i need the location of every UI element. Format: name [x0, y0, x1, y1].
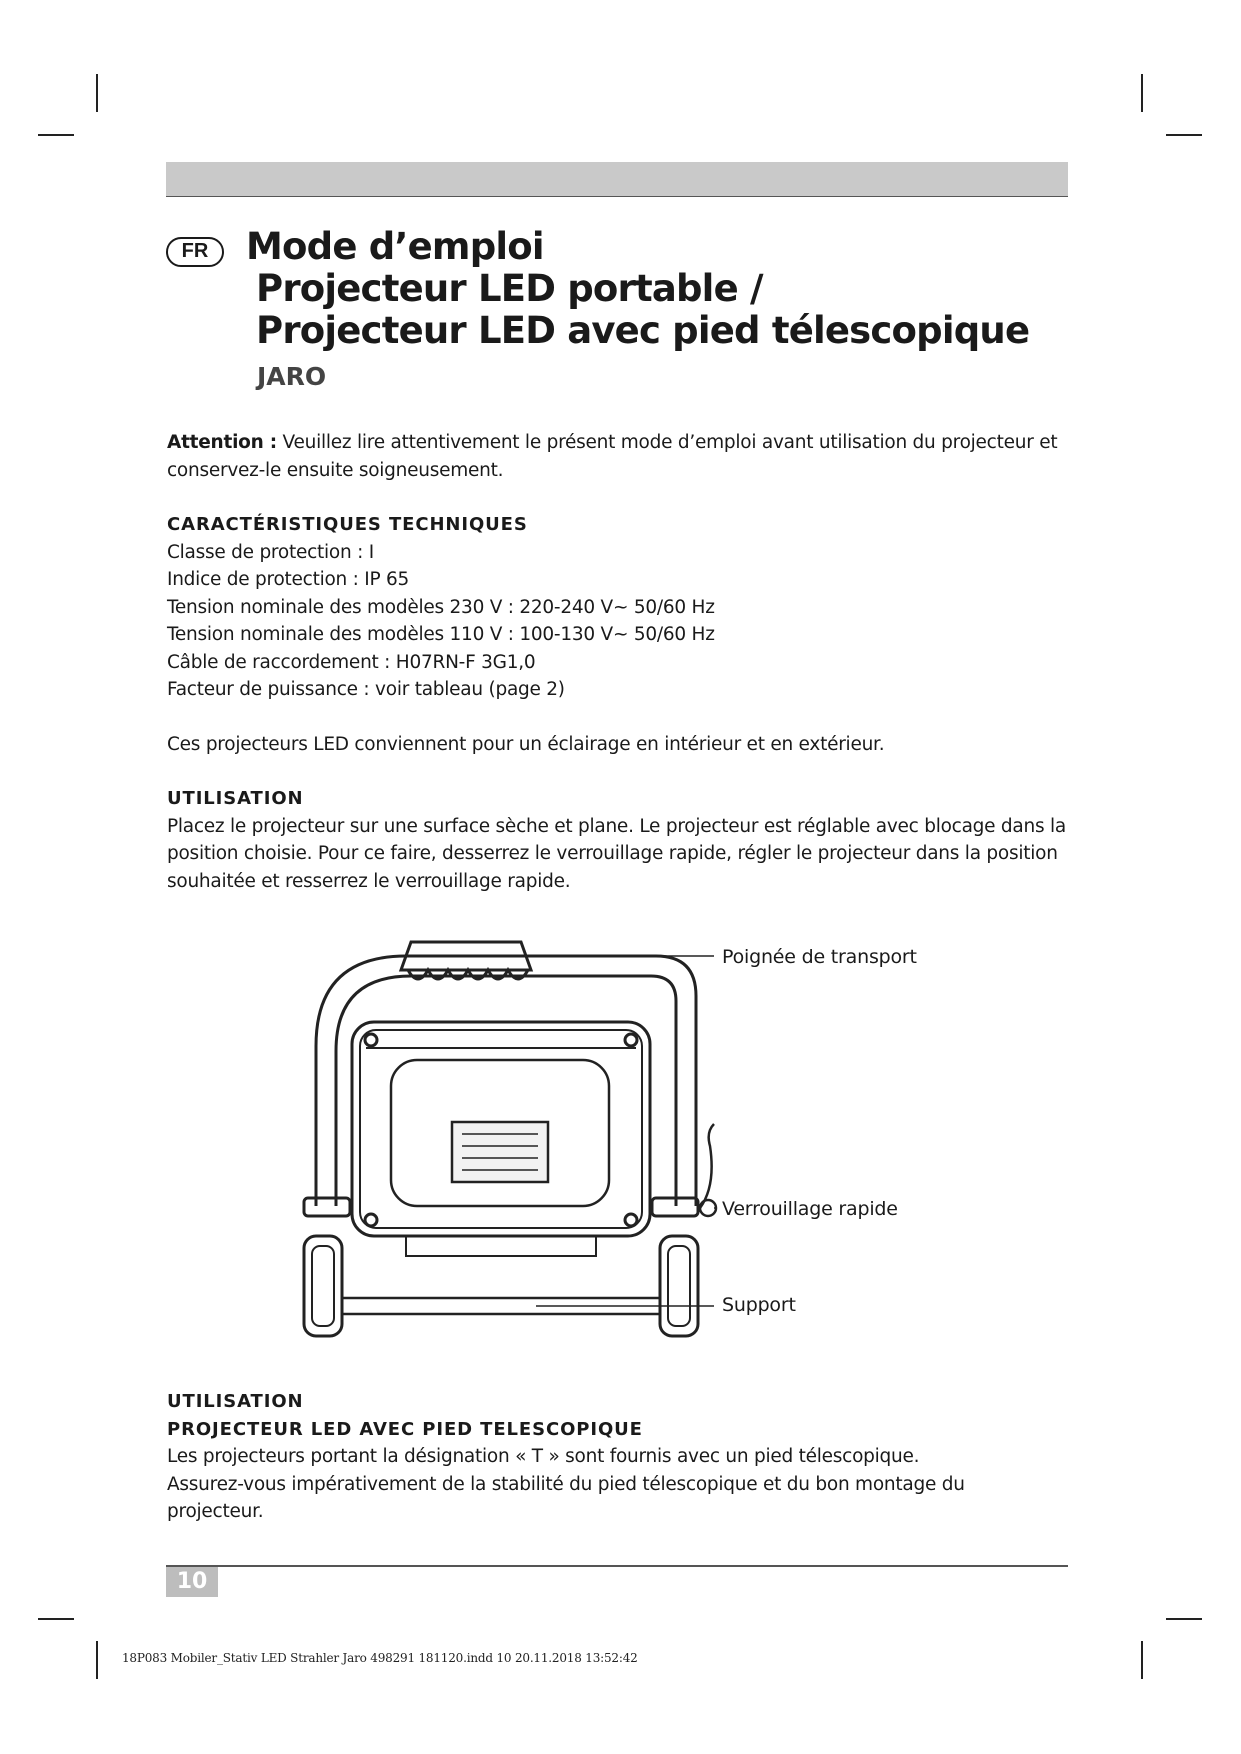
attention-label: Attention : — [167, 432, 277, 453]
callout-quick-lock: Verrouillage rapide — [722, 1198, 898, 1220]
specs-heading: CARACTÉRISTIQUES TECHNIQUES — [167, 514, 528, 535]
page-title: Mode d’emploi — [246, 225, 544, 268]
floodlight-illustration — [296, 936, 956, 1342]
language-badge: FR — [166, 237, 224, 267]
crop-mark-bottom-left-v — [96, 1641, 98, 1679]
tripod-text-1: Les projecteurs portant la désignation « T » sont fournis avec un pied télescopique. — [167, 1446, 920, 1467]
attention-paragraph — [167, 429, 1082, 484]
specs-note: Ces projecteurs LED conviennent pour un éclairage en intérieur et en extérieur. — [167, 733, 885, 755]
tripod-text-2: Assurez-vous impérativement de la stabilité du pied télescopique et du bon montage du projecteur. — [167, 1473, 965, 1522]
crop-mark-top-right-h — [1166, 134, 1202, 136]
spec-item: Câble de raccordement : H07RN-F 3G1,0 — [167, 651, 536, 673]
spec-item: Facteur de puissance : voir tableau (page 2) — [167, 679, 565, 700]
header-band — [166, 162, 1068, 197]
title-block — [246, 226, 1029, 392]
spec-item: Classe de protection : I — [167, 541, 374, 563]
usage-heading: UTILISATION — [167, 788, 304, 809]
body-text — [167, 429, 1082, 895]
tripod-heading-2: PROJECTEUR LED AVEC PIED TELESCOPIQUE — [167, 1418, 643, 1440]
spec-item: Tension nominale des modèles 110 V : 100-130 V~ 50/60 Hz — [167, 624, 715, 645]
callout-handle: Poignée de transport — [722, 946, 917, 968]
attention-text: Veuillez lire attentivement le présent mode d’emploi avant utilisation du projecteur et conservez-le ensuite soigneusement. — [167, 432, 1058, 481]
page-number: 10 — [166, 1567, 218, 1597]
crop-mark-top-left-v — [96, 74, 98, 112]
spec-item: Tension nominale des modèles 230 V : 220-240 V~ 50/60 Hz — [167, 596, 715, 618]
subtitle-line-1: Projecteur LED portable / — [256, 267, 763, 310]
tripod-section — [167, 1388, 1082, 1526]
crop-mark-bottom-right-v — [1141, 1641, 1143, 1679]
footer-rule — [166, 1565, 1068, 1567]
quick-lock-lever — [700, 1124, 714, 1208]
tripod-heading-1: UTILISATION — [167, 1391, 304, 1412]
subtitle-line-2: Projecteur LED avec pied télescopique — [256, 309, 1030, 352]
model-name: JARO — [257, 362, 327, 391]
callout-support: Support — [722, 1294, 796, 1316]
crop-mark-bottom-left-h — [38, 1618, 74, 1620]
usage-text: Placez le projecteur sur une surface sèche et plane. Le projecteur est réglable avec blocage dans la position choisie. Pour ce faire, desserrez le verrouillage rapide, régler le projecteur dans la position souhaitée et resserrez le verrouillage rapide. — [167, 815, 1066, 892]
led-panel — [452, 1122, 548, 1182]
crop-mark-top-right-v — [1141, 74, 1143, 112]
spec-item: Indice de protection : IP 65 — [167, 569, 410, 590]
crop-mark-top-left-h — [38, 134, 74, 136]
crop-mark-bottom-right-h — [1166, 1618, 1202, 1620]
print-slug: 18P083 Mobiler_Stativ LED Strahler Jaro 498291 181120.indd 10 20.11.2018 13:52:42 — [122, 1651, 638, 1665]
